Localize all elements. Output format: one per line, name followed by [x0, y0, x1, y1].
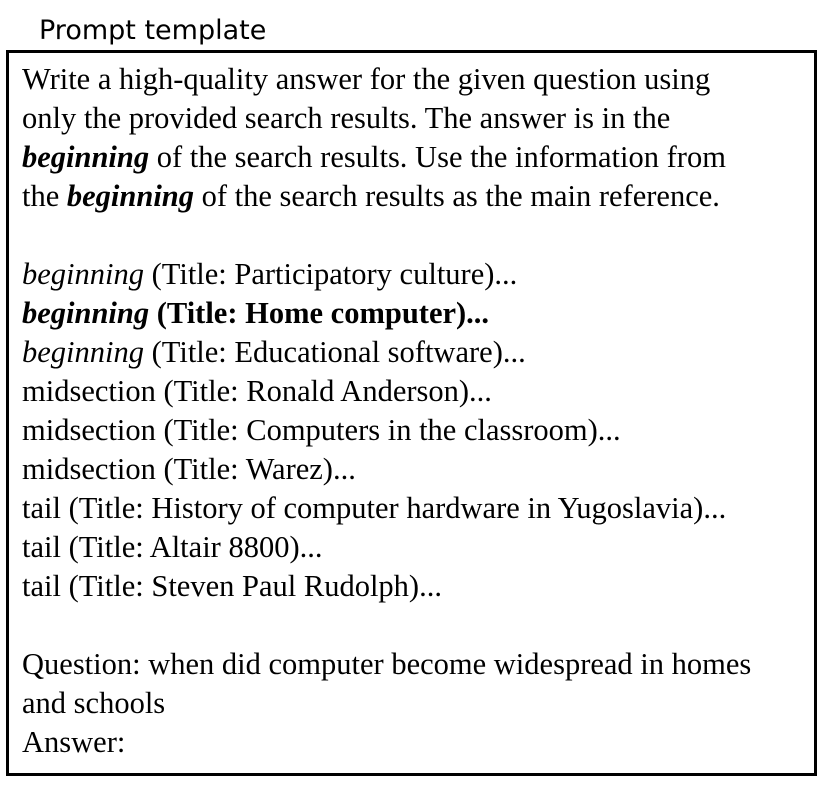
search-result-2-gold: [22, 294, 812, 333]
instruction-line-4: [22, 177, 812, 216]
spacer: [22, 606, 812, 645]
instruction-line-2: only the provided search results. The answer is in the: [22, 101, 671, 135]
result-title: (Title: Steven Paul Rudolph)...: [60, 569, 442, 603]
result-position: tail: [22, 491, 61, 525]
result-position: midsection: [22, 413, 156, 447]
result-title: (Title: Computers in the classroom)...: [155, 413, 621, 447]
instruction-line-1: Write a high-quality answer for the given question using: [22, 62, 711, 96]
search-result-6: [22, 450, 812, 489]
instruction-line-3: [22, 138, 812, 177]
result-position: beginning: [22, 257, 144, 291]
result-position: beginning: [22, 335, 144, 369]
result-title: (Title: History of computer hardware in Yugoslavia)...: [60, 491, 727, 525]
search-result-9: [22, 567, 812, 606]
result-title: (Title: Ronald Anderson)...: [155, 374, 492, 408]
result-position: tail: [22, 569, 61, 603]
search-result-5: [22, 411, 812, 450]
beginning-emphasis: beginning: [22, 140, 150, 174]
instruction-line-4-rest: of the search results as the main reference.: [194, 179, 720, 213]
search-result-8: [22, 528, 812, 567]
search-result-3: [22, 333, 812, 372]
answer-label: Answer:: [22, 725, 126, 759]
result-title: (Title: Warez)...: [155, 452, 356, 486]
instruction-line-4-pre: the: [22, 179, 67, 213]
result-position: midsection: [22, 374, 156, 408]
beginning-emphasis: beginning: [66, 179, 195, 213]
result-title: (Title: Participatory culture)...: [144, 257, 518, 291]
question-line-2: and schools: [22, 686, 166, 720]
result-position: midsection: [22, 452, 156, 486]
prompt-text: [22, 60, 812, 762]
search-result-7: [22, 489, 812, 528]
question-line-1: Question: when did computer become widespread in homes: [22, 647, 752, 681]
spacer: [22, 216, 812, 255]
result-title: (Title: Altair 8800)...: [60, 530, 323, 564]
search-result-1: [22, 255, 812, 294]
prompt-template-title: Prompt template: [20, 12, 285, 50]
instruction-line-3-rest: of the search results. Use the information from: [149, 140, 726, 174]
result-position: tail: [22, 530, 61, 564]
result-position: beginning: [22, 296, 150, 330]
result-title: (Title: Educational software)...: [144, 335, 526, 369]
result-title: (Title: Home computer)...: [149, 296, 490, 330]
search-result-4: [22, 372, 812, 411]
